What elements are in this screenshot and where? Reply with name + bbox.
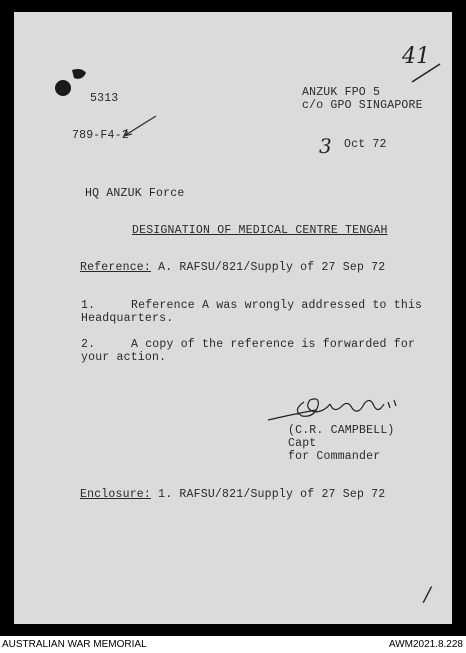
footer-right: AWM2021.8.228	[388, 639, 463, 650]
paragraph-2-line2: your action.	[81, 351, 167, 364]
enclosure-text: 1. RAFSU/821/Supply of 27 Sep 72	[158, 488, 386, 501]
footer-left: AUSTRALIAN WAR MEMORIAL	[2, 639, 147, 650]
sender-address-line1: ANZUK FPO 5	[302, 86, 381, 99]
subject-heading: DESIGNATION OF MEDICAL CENTRE TENGAH	[132, 224, 388, 237]
sender-address-line2: c/o GPO SINGAPORE	[302, 99, 423, 112]
document-page	[14, 12, 452, 624]
paragraph-2-number: 2.	[81, 338, 96, 351]
signatory-name: (C.R. CAMPBELL)	[288, 424, 395, 437]
handwritten-slash-mark	[410, 60, 444, 86]
paragraph-1-number: 1.	[81, 299, 96, 312]
page-handwritten-number: 41	[402, 44, 430, 69]
handwritten-signature	[264, 388, 414, 428]
paragraph-2-line1: A copy of the reference is forwarded for	[131, 338, 416, 351]
paragraph-1-line2: Headquarters.	[81, 312, 174, 325]
date-day-handwritten: 3	[319, 134, 332, 158]
enclosure-line	[80, 488, 385, 501]
date-month-year: Oct 72	[344, 138, 387, 151]
reference-text: A. RAFSU/821/Supply of 27 Sep 72	[158, 261, 386, 274]
handwritten-arrow-icon	[120, 112, 160, 140]
signatory-rank: Capt	[288, 437, 317, 450]
signatory-role: for Commander	[288, 450, 381, 463]
file-number: 5313	[90, 92, 119, 105]
paragraph-1-line1: Reference A was wrongly addressed to this	[131, 299, 423, 312]
addressee: HQ ANZUK Force	[85, 187, 185, 200]
reference-label: Reference:	[80, 261, 152, 274]
reference-line	[80, 261, 385, 274]
punch-hole-blot	[52, 64, 92, 98]
reference-code: 789-F4-2	[72, 129, 129, 142]
enclosure-label: Enclosure:	[80, 488, 152, 501]
bottom-handwritten-mark: /	[424, 582, 431, 606]
